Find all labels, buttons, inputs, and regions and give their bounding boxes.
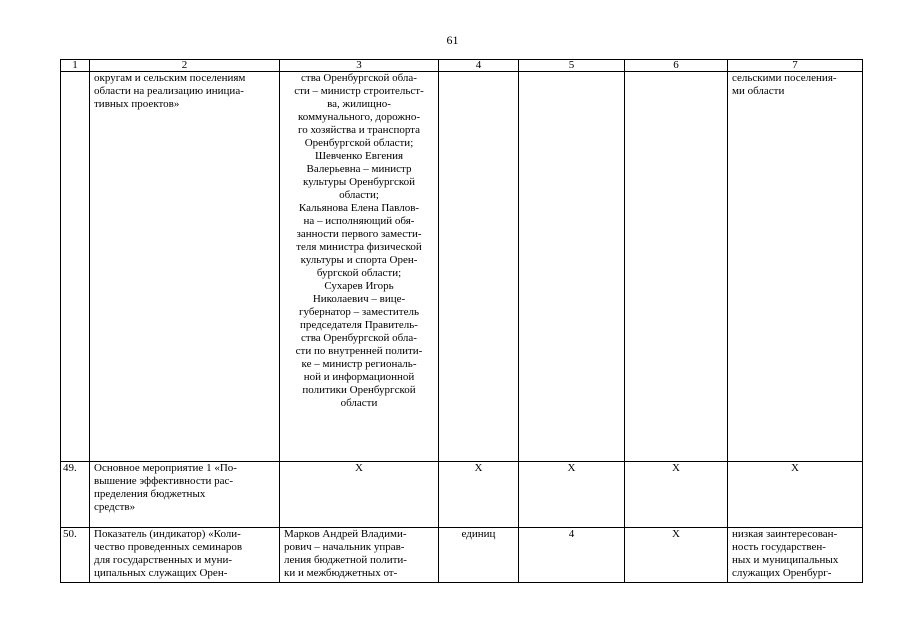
cell-text-line: Основное мероприятие 1 «По-: [94, 462, 237, 474]
cell-text-line: бургской области;: [316, 267, 402, 279]
cell-text-line: Валерьевна – министр: [306, 163, 412, 175]
cell-text-line: низкая заинтересован-: [732, 528, 838, 540]
table-row: [61, 72, 863, 462]
cell-text-line: Оренбургской области;: [304, 137, 414, 149]
cell-text-line: ке – министр региональ-: [301, 358, 417, 370]
cell-text-line: занности первого замести-: [296, 228, 422, 240]
cell-text-line: теля министра физической: [296, 241, 422, 253]
cell-text-line: служащих Оренбург-: [732, 567, 832, 579]
header-cell: 2: [90, 60, 280, 72]
cell-text-line: Марков Андрей Владими-: [284, 528, 407, 540]
description-cell: [90, 528, 280, 583]
cell-text-line: ной и информационной: [303, 371, 415, 383]
unit-cell: [439, 72, 519, 462]
cell-text-line: вышение эффективности рас-: [94, 475, 234, 487]
cell-text-line: сельскими поселения-: [732, 72, 837, 84]
cell-text-line: ки и межбюджетных от-: [284, 567, 398, 579]
cell-text-line: ципальных служащих Орен-: [94, 567, 228, 579]
cell-text-line: Показатель (индикатор) «Коли-: [94, 528, 241, 540]
cell-text-line: ва, жилищно-: [327, 98, 391, 110]
cell-text-line: округам и сельским поселениям: [94, 72, 246, 84]
header-cell: 5: [519, 60, 625, 72]
header-cell: 6: [625, 60, 728, 72]
cell-text-line: Х: [791, 462, 799, 474]
cell-text-line: го хозяйства и транспорта: [297, 124, 421, 136]
cell-text-line: ми области: [732, 85, 785, 97]
responsible-cell: [280, 528, 439, 583]
cell-text-line: Николаевич – вице-: [312, 293, 406, 305]
risk-cell: [728, 528, 863, 583]
row-number-cell: 49.: [61, 462, 90, 528]
cell-text-line: области: [340, 397, 378, 409]
responsible-cell: [280, 72, 439, 462]
value-cell: 4: [519, 528, 625, 583]
row-number-cell: [61, 72, 90, 462]
table-row: [61, 528, 863, 583]
value-cell: Х: [625, 528, 728, 583]
table-header-row: [61, 60, 863, 72]
cell-text-line: ных и муниципальных: [732, 554, 839, 566]
unit-cell: единиц: [439, 528, 519, 583]
cell-text-line: рович – начальник управ-: [284, 541, 405, 553]
cell-text-line: ления бюджетной полити-: [284, 554, 407, 566]
cell-text-line: средств»: [94, 501, 136, 513]
header-cell: 7: [728, 60, 863, 72]
table-row: [61, 462, 863, 528]
cell-text-line: ства Оренбургской обла-: [301, 332, 417, 344]
cell-text-line: области на реализацию инициа-: [94, 85, 244, 97]
header-cell: 4: [439, 60, 519, 72]
cell-text-line: Шевченко Евгения: [314, 150, 404, 162]
value-cell: [519, 72, 625, 462]
cell-text-line: Кальянова Елена Павлов-: [298, 202, 420, 214]
cell-text-line: ность государствен-: [732, 541, 826, 553]
cell-text-line: на – исполняющий обя-: [303, 215, 415, 227]
cell-text-line: ства Оренбургской обла-: [301, 72, 417, 84]
cell-text-line: председателя Правитель-: [300, 319, 418, 331]
cell-text-line: сти – министр строительст-: [294, 85, 424, 97]
value-cell: Х: [519, 462, 625, 528]
cell-text-line: коммунального, дорожно-: [298, 111, 420, 123]
header-cell: 1: [61, 60, 90, 72]
data-table: [60, 59, 863, 583]
cell-text-line: чество проведенных семинаров: [94, 541, 243, 553]
page-number: 61: [446, 33, 459, 47]
value-cell: [625, 72, 728, 462]
cell-text-line: области;: [339, 189, 379, 201]
responsible-cell: [280, 462, 439, 528]
cell-text-line: культуры Оренбургской: [302, 176, 416, 188]
row-number-cell: 50.: [61, 528, 90, 583]
cell-text-line: Х: [355, 462, 363, 474]
risk-cell: [728, 72, 863, 462]
value-cell: Х: [625, 462, 728, 528]
cell-text-line: сти по внутренней полити-: [295, 345, 423, 357]
cell-text-line: культуры и спорта Орен-: [300, 254, 418, 266]
cell-text-line: для государственных и муни-: [94, 554, 233, 566]
cell-text-line: губернатор – заместитель: [299, 306, 419, 318]
risk-cell: [728, 462, 863, 528]
description-cell: [90, 462, 280, 528]
cell-text-line: Сухарев Игорь: [324, 280, 394, 292]
cell-text-line: политики Оренбургской: [302, 384, 416, 396]
cell-text-line: пределения бюджетных: [94, 488, 206, 500]
unit-cell: Х: [439, 462, 519, 528]
header-cell: 3: [280, 60, 439, 72]
cell-text-line: тивных проектов»: [94, 98, 180, 110]
description-cell: [90, 72, 280, 462]
